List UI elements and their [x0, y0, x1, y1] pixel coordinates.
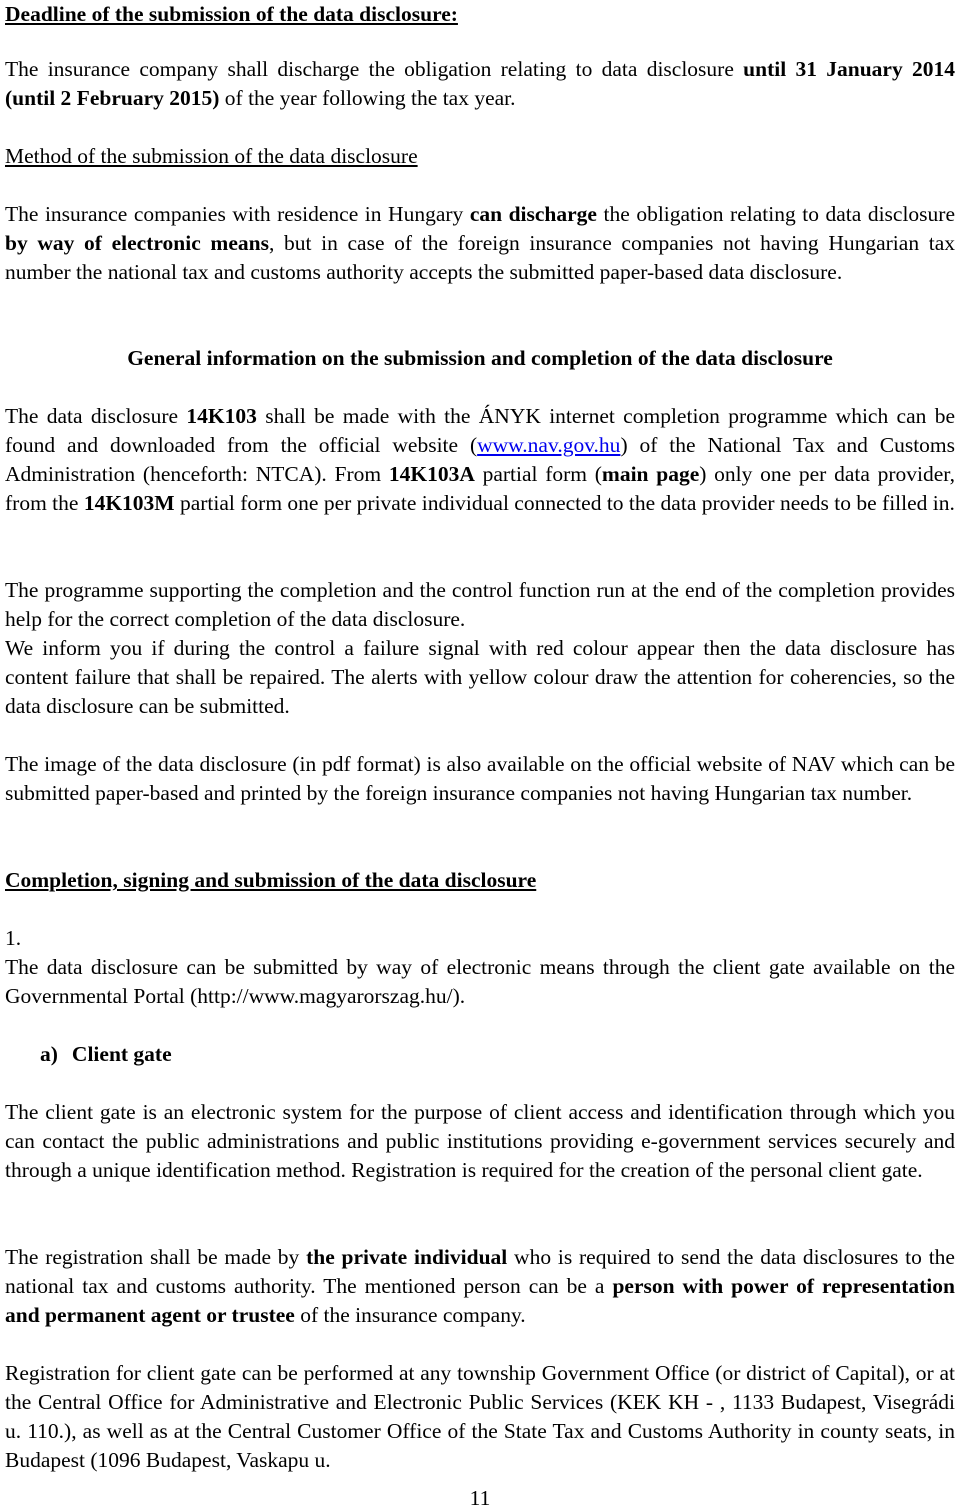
completion-paragraph-1: The data disclosure can be submitted by way of electronic means through the client gate available on the Governmental Portal (http://www.magyarorszag.hu/).	[5, 955, 955, 1008]
general-heading: General information on the submission and completion of the data disclosure	[127, 346, 833, 370]
deadline-heading: Deadline of the submission of the data disclosure:	[5, 2, 458, 26]
deadline-paragraph: The insurance company shall discharge the obligation relating to data disclosure until 31 January 2014 (until 2 February 2015) of the year following the tax year.	[5, 57, 955, 110]
general-paragraph-3: We inform you if during the control a failure signal with red colour appear then the data disclosure has content failure that shall be repaired. The alerts with yellow colour draw the attention for coherencies, so the data disclosure can be submitted.	[5, 636, 955, 718]
general-paragraph-1: The data disclosure 14K103 shall be made with the ÁNYK internet completion programme which can be found and downloaded from the official website (www.nav.gov.hu) of the National Tax and Customs Administration (henceforth: NTCA). From 14K103A partial form (main page) only one per data provider, from the 14K103M partial form one per private individual connected to the data provider needs to be filled in.	[5, 404, 956, 515]
general-paragraph-2: The programme supporting the completion and the control function run at the end of the completion provides help for the correct completion of the data disclosure.	[5, 578, 955, 631]
method-paragraph: The insurance companies with residence in Hungary can discharge the obligation relating to data disclosure by way of electronic means, but in case of the foreign insurance companies not having Hungarian tax number the national tax and customs authority accepts the submitted paper-based data disclosure.	[5, 202, 956, 284]
page-number: 11	[469, 1486, 491, 1510]
completion-number: 1.	[5, 926, 22, 950]
nav-website-link[interactable]: www.nav.gov.hu	[477, 433, 621, 457]
completion-heading: Completion, signing and submission of the data disclosure	[5, 868, 537, 892]
client-gate-subheading: a) Client gate	[40, 1042, 172, 1066]
general-paragraph-4: The image of the data disclosure (in pdf format) is also available on the official website of NAV which can be submitted paper-based and printed by the foreign insurance companies not having Hungarian tax number.	[5, 752, 955, 805]
completion-paragraph-3: The registration shall be made by the private individual who is required to send the data disclosures to the national tax and customs authority. The mentioned person can be a person with power of representation and permanent agent or trustee of the insurance company.	[5, 1245, 955, 1327]
method-heading: Method of the submission of the data disclosure	[5, 144, 418, 168]
completion-paragraph-2: The client gate is an electronic system for the purpose of client access and identification through which you can contact the public administrations and public institutions providing e-government services securely and through a unique identification method. Registration is required for the creation of the personal client gate.	[5, 1100, 955, 1182]
completion-paragraph-4: Registration for client gate can be performed at any township Government Office (or district of Capital), or at the Central Office for Administrative and Electronic Public Services (KEK KH - , 1133 Budapest, Visegrádi u. 110.), as well as at the Central Customer Office of the State Tax and Customs Authority in county seats, in Budapest (1096 Budapest, Vaskapu u.	[5, 1361, 955, 1472]
